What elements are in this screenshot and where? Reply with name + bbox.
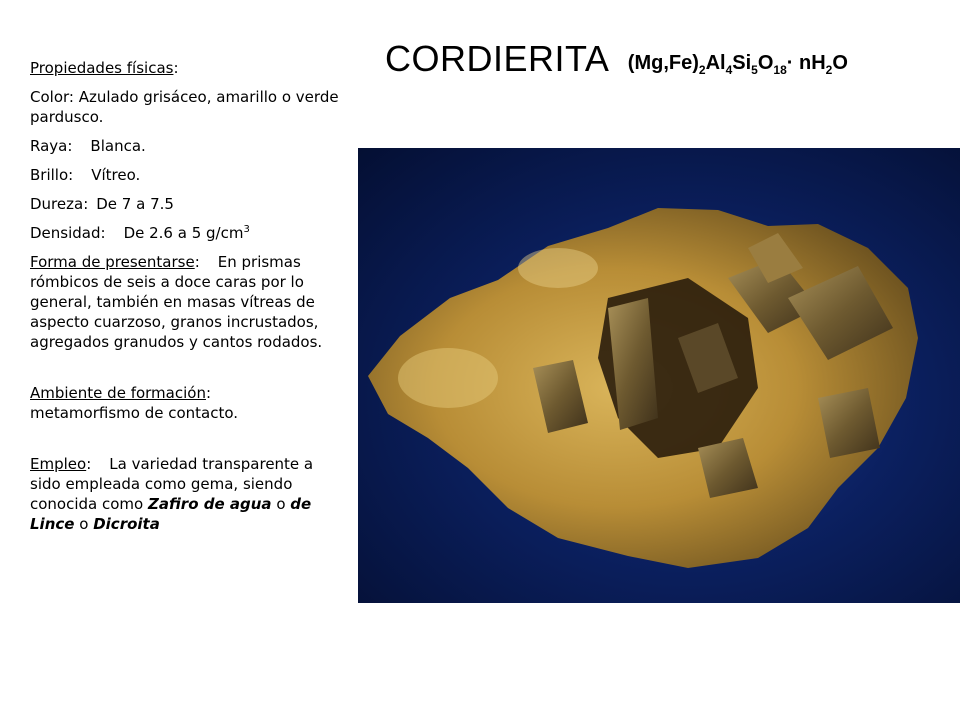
raya-property: Raya: Blanca.: [30, 137, 146, 155]
dureza-property: Dureza: De 7 a 7.5: [30, 195, 174, 213]
brillo-property: Brillo: Vítreo.: [30, 166, 141, 184]
properties-panel: [30, 58, 348, 543]
empleo-property: Empleo: La variedad transparente a sido empleada como gema, siendo conocida como Zafiro de agua o de Lince o Dicroita: [30, 455, 314, 533]
forma-property: Forma de presentarse: En prismas rómbicos de seis a doce caras por lo general, también en masas vítreas de aspecto cuarzoso, granos incrustados, agregados granudos y cantos rodados.: [30, 253, 323, 351]
color-property: Color: Azulado grisáceo, amarillo o verde pardusco.: [30, 88, 339, 126]
densidad-property: Densidad: De 2.6 a 5 $g/cm^3$: [30, 224, 250, 242]
chemical-formula: $(Mg,Fe)_2Al_4Si_5O_{18}\cdot nH_2O$: [627, 52, 848, 77]
mineral-name: CORDIERITA: [385, 38, 610, 79]
properties-heading: Propiedades físicas:: [30, 59, 179, 77]
slide-title: [385, 38, 848, 80]
ambiente-property: Ambiente de formación: metamorfismo de contacto.: [30, 384, 239, 422]
zafiro-name: Zafiro de agua: [148, 495, 272, 513]
mineral-photo: [358, 148, 960, 603]
dicroita-name: Dicroita: [93, 515, 160, 533]
